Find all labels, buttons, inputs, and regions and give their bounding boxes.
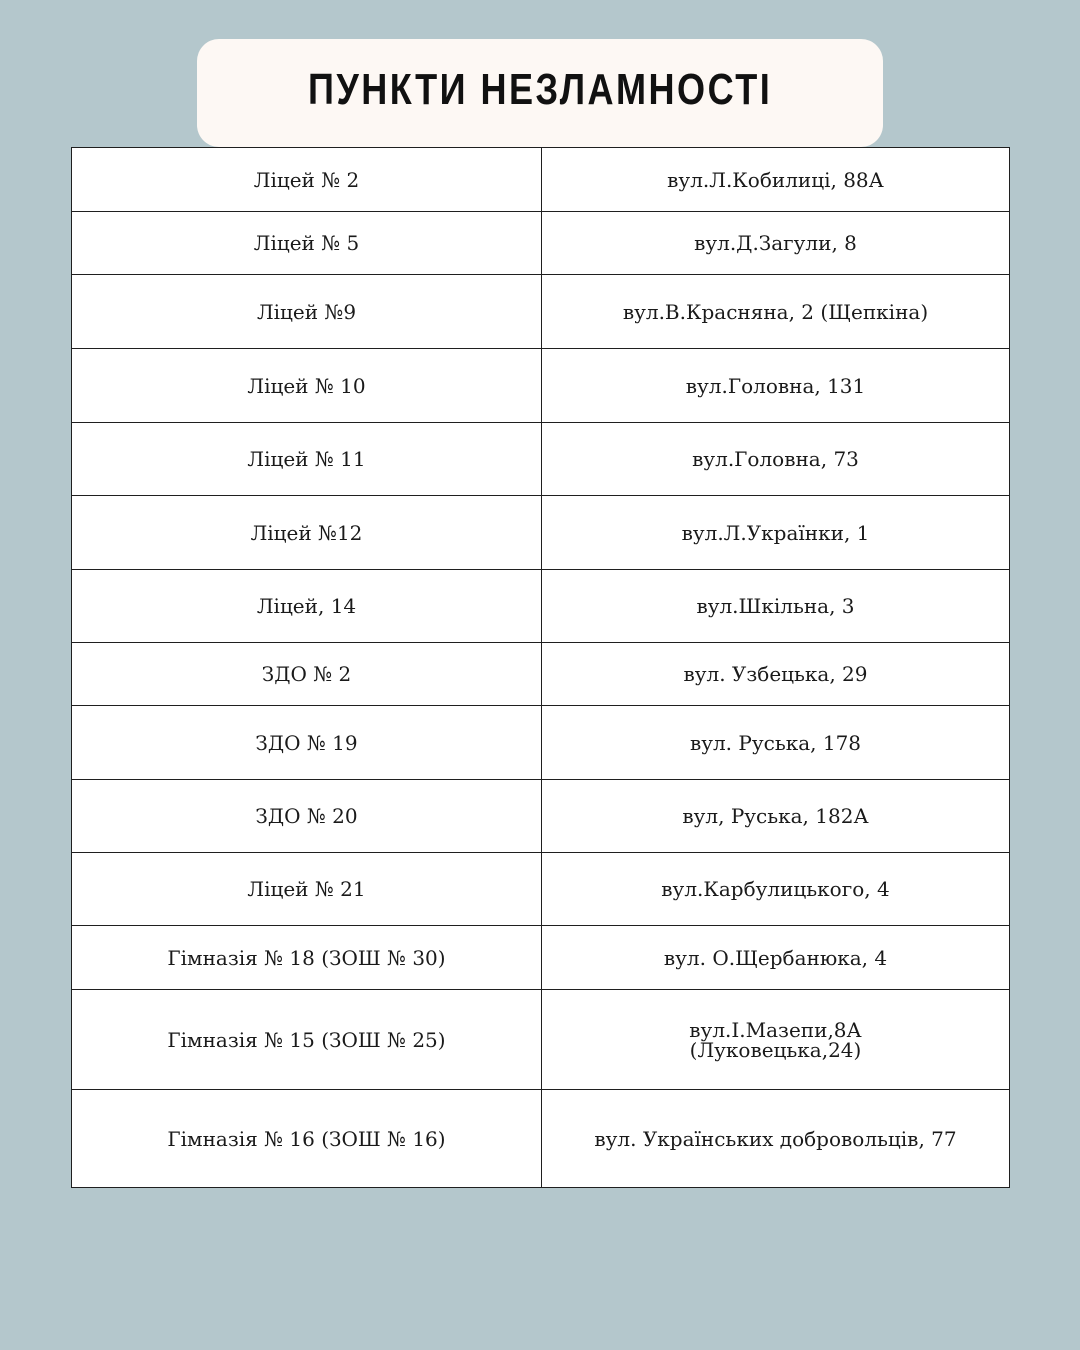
title-card <box>197 39 883 147</box>
location-address-cell <box>542 853 1010 926</box>
locations-table-body <box>72 148 1010 1188</box>
location-name-cell: Гімназія № 18 (ЗОШ № 30) <box>72 926 542 990</box>
table-row <box>72 780 1010 853</box>
location-name-cell: Ліцей № 11 <box>72 423 542 496</box>
location-address-cell <box>542 780 1010 853</box>
address-line: вул. Узбецька, 29 <box>683 662 868 686</box>
location-address-cell <box>542 926 1010 990</box>
location-name-cell: Ліцей № 21 <box>72 853 542 926</box>
location-name-cell: ЗДО № 20 <box>72 780 542 853</box>
location-address-cell <box>542 1090 1010 1188</box>
address-line: вул. Українських добровольців, 77 <box>594 1126 957 1151</box>
location-address-cell <box>542 212 1010 275</box>
location-address-cell <box>542 643 1010 706</box>
address-line: вул.Шкільна, 3 <box>696 594 855 618</box>
address-line: вул. Руська, 178 <box>689 730 862 755</box>
location-name-cell: Ліцей №12 <box>72 496 542 570</box>
table-row <box>72 275 1010 349</box>
table-row <box>72 643 1010 706</box>
locations-table <box>71 147 1010 1188</box>
locations-table-wrapper <box>71 147 1009 1188</box>
address-line: вул.В.Красняна, 2 (Щепкіна) <box>622 299 929 324</box>
address-line: вул.І.Мазепи,8А <box>689 1017 862 1042</box>
table-row <box>72 496 1010 570</box>
location-address-cell <box>542 496 1010 570</box>
table-row <box>72 853 1010 926</box>
address-line: вул. О.Щербанюка, 4 <box>663 945 888 970</box>
location-address-cell <box>542 349 1010 423</box>
address-line: вул, Руська, 182А <box>682 804 869 828</box>
table-row <box>72 570 1010 643</box>
address-line: вул.Головна, 73 <box>692 447 859 471</box>
location-address-cell <box>542 275 1010 349</box>
location-name-cell: Ліцей №9 <box>72 275 542 349</box>
location-address-cell <box>542 148 1010 212</box>
address-line: (Луковецька,24) <box>689 1037 862 1062</box>
location-name-cell: Ліцей № 5 <box>72 212 542 275</box>
location-address-cell <box>542 706 1010 780</box>
location-name-cell: Ліцей, 14 <box>72 570 542 643</box>
location-address-cell <box>542 990 1010 1090</box>
page-title: ПУНКТИ НЕЗЛАМНОСТІ <box>307 65 773 114</box>
address-line: вул.Д.Загули, 8 <box>694 231 857 255</box>
location-name-cell: ЗДО № 2 <box>72 643 542 706</box>
table-row <box>72 706 1010 780</box>
location-address-cell <box>542 570 1010 643</box>
location-address-cell <box>542 423 1010 496</box>
address-line: вул.Головна, 131 <box>685 373 866 398</box>
table-row <box>72 423 1010 496</box>
location-name-cell: ЗДО № 19 <box>72 706 542 780</box>
table-row <box>72 1090 1010 1188</box>
location-name-cell: Ліцей № 2 <box>72 148 542 212</box>
address-line: вул.Л.Кобилиці, 88А <box>667 167 884 192</box>
table-row <box>72 990 1010 1090</box>
table-row <box>72 148 1010 212</box>
table-row <box>72 212 1010 275</box>
address-line: вул.Карбулицького, 4 <box>661 877 890 901</box>
location-name-cell: Гімназія № 15 (ЗОШ № 25) <box>72 990 542 1090</box>
table-row <box>72 349 1010 423</box>
table-row <box>72 926 1010 990</box>
location-name-cell: Ліцей № 10 <box>72 349 542 423</box>
location-name-cell: Гімназія № 16 (ЗОШ № 16) <box>72 1090 542 1188</box>
address-line: вул.Л.Українки, 1 <box>681 520 870 545</box>
